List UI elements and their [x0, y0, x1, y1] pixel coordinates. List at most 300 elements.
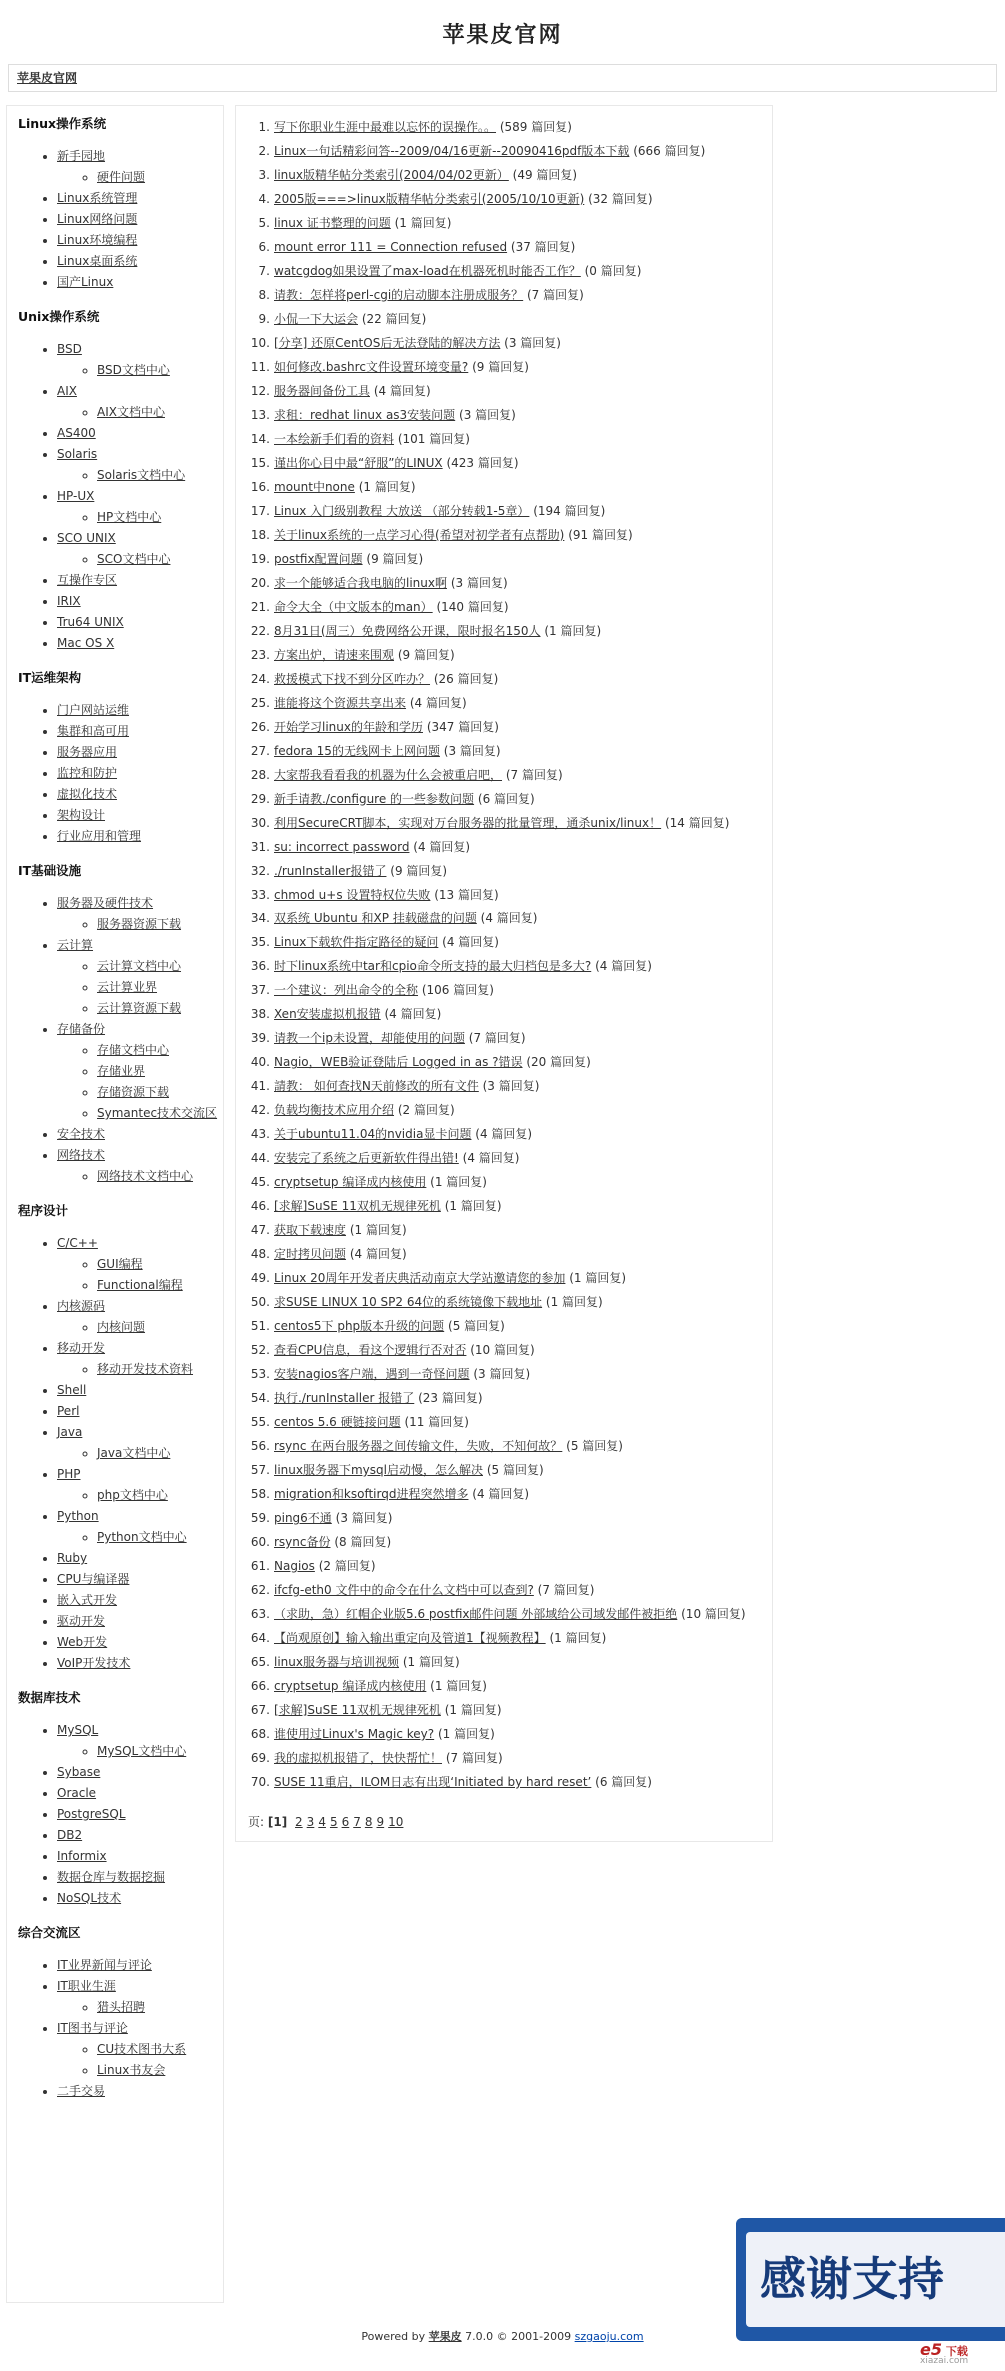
sidebar-item-link[interactable]: 监控和防护	[57, 766, 118, 780]
topic-title-link[interactable]: Nagio，WEB验证登陆后 Logged in as ?错误	[274, 1055, 523, 1070]
sidebar-item-link[interactable]: IT职业生涯	[57, 1979, 116, 1993]
topic-title-link[interactable]: 谁能将这个资源共享出来	[274, 695, 407, 710]
topic-title-link[interactable]: Xen安装虚拟机报错	[274, 1007, 381, 1022]
sidebar-item	[57, 486, 223, 528]
topic-number: 57.	[250, 1463, 270, 1478]
topic-title-link[interactable]: centos 5.6 硬链接问题	[274, 1415, 401, 1430]
topic-list	[236, 116, 772, 1795]
topic-row	[250, 1555, 772, 1579]
topic-title-link[interactable]: 负载均衡技术应用介绍	[274, 1103, 395, 1118]
topic-row	[250, 907, 772, 931]
topic-row	[250, 1579, 772, 1603]
sidebar-item	[57, 1124, 223, 1145]
topic-number: 61.	[250, 1559, 270, 1574]
sidebar-subitem-link[interactable]: MySQL文档中心	[97, 1744, 187, 1758]
footer-site-link[interactable]: szgaoju.com	[574, 2330, 644, 2343]
topic-title-link[interactable]: [求解]SuSE 11双机无规律死机	[274, 1199, 441, 1214]
topic-row	[250, 1027, 772, 1051]
sidebar-item-link[interactable]: CPU与编译器	[57, 1572, 130, 1586]
pagination	[248, 1813, 772, 1830]
sidebar-subitem	[97, 1040, 223, 1061]
topic-row	[250, 740, 772, 764]
topic-row	[250, 860, 772, 884]
topic-reply-count: (1 篇回复)	[444, 1199, 502, 1214]
sidebar-item-link[interactable]: AS400	[57, 426, 96, 440]
topic-title-link[interactable]: 一本绘新手们看的资料	[274, 431, 395, 446]
topic-number: 6.	[258, 239, 270, 254]
topic-reply-count: (4 篇回复)	[475, 1127, 533, 1142]
sidebar-section-list	[7, 893, 223, 1187]
topic-title-link[interactable]: 【尚观原创】输入输出重定向及管道1【视频教程】	[274, 1631, 546, 1646]
sidebar-item-link[interactable]: PHP	[57, 1467, 81, 1481]
sidebar-item-link[interactable]: 移动开发	[57, 1341, 106, 1355]
pagination-label: 页:	[248, 1814, 265, 1829]
topic-reply-count: (3 篇回复)	[504, 335, 561, 350]
banner-text: 感谢支持	[746, 2232, 1005, 2327]
topic-row	[250, 620, 772, 644]
topic-title-link[interactable]: linux服务器与培训视频	[274, 1655, 399, 1669]
topic-row	[250, 884, 772, 908]
topic-title-link[interactable]: 命令大全（中文版本的man）	[274, 599, 433, 614]
topic-number: 55.	[250, 1415, 270, 1430]
sidebar-item	[57, 591, 223, 612]
sidebar-subitem-link[interactable]: Functional编程	[97, 1278, 183, 1292]
topic-title-link[interactable]: ./runInstaller报错了	[274, 863, 387, 878]
topic-reply-count: (4 篇回复)	[480, 911, 538, 926]
watermark-logo: e5	[920, 2340, 942, 2359]
topic-number: 18.	[250, 527, 270, 542]
topic-reply-count: (3 篇回复)	[482, 1079, 540, 1094]
sidebar-subitem-link[interactable]: Python文档中心	[97, 1530, 187, 1544]
sidebar-subitem-link[interactable]: Linux书友会	[97, 2063, 166, 2077]
topic-reply-count: (5 篇回复)	[566, 1439, 623, 1454]
topic-number: 45.	[250, 1175, 270, 1190]
sidebar-item	[57, 763, 223, 784]
topic-title-link[interactable]: 请教：怎样将perl-cgi的启动脚本注册成服务？	[274, 287, 524, 302]
sidebar-subitem-link[interactable]: 猎头招聘	[97, 2000, 146, 2014]
topic-title-link[interactable]: 小侃一下大运会	[274, 311, 359, 326]
sidebar-item	[57, 1955, 223, 1976]
sidebar-subitem-link[interactable]: php文档中心	[97, 1488, 168, 1502]
topic-number: 36.	[250, 959, 270, 974]
sidebar-subitem	[97, 977, 223, 998]
topic-title-link[interactable]: 求SUSE LINUX 10 SP2 64位的系统镜像下载地址	[274, 1295, 543, 1310]
sidebar-item-link[interactable]: C/C++	[57, 1236, 98, 1250]
topic-reply-count: (4 篇回复)	[442, 935, 499, 950]
sidebar-item	[57, 1867, 223, 1888]
sidebar-item-link[interactable]: Web开发	[57, 1635, 108, 1649]
topic-number: 31.	[250, 839, 270, 854]
topic-row	[258, 260, 772, 284]
sidebar-item-link[interactable]: Perl	[57, 1404, 80, 1418]
topic-title-link[interactable]: rsync 在两台服务器之间传输文件，失败，不知何故？	[274, 1439, 563, 1454]
topic-title-link[interactable]: linux 证书整理的问题	[274, 215, 391, 230]
topic-reply-count: (1 篇回复)	[549, 1631, 607, 1646]
sidebar-subitem-link[interactable]: HP文档中心	[97, 510, 162, 524]
topic-title-link[interactable]: 谨出你心目中最“舒服”的LINUX	[274, 455, 443, 470]
topic-row	[250, 1291, 772, 1315]
topic-title-link[interactable]: 安装nagios客户端，遇到一奇怪问题	[274, 1367, 470, 1382]
sidebar-item-link[interactable]: 存储备份	[57, 1022, 106, 1036]
sidebar-item	[57, 1783, 223, 1804]
sidebar-subitem-link[interactable]: 内核问题	[97, 1320, 146, 1334]
topic-title-link[interactable]: fedora 15的无线网卡上网问题	[274, 743, 440, 758]
pagination-page-link[interactable]: 9	[376, 1814, 385, 1829]
topic-reply-count: (13 篇回复)	[434, 887, 499, 902]
topic-reply-count: (101 篇回复)	[397, 431, 470, 446]
sidebar-item-link[interactable]: IRIX	[57, 594, 81, 608]
sidebar-subitem-list	[57, 2039, 223, 2081]
topic-row	[250, 356, 772, 380]
topic-reply-count: (7 篇回复)	[526, 287, 584, 302]
sidebar-item-link[interactable]: Linux系统管理	[57, 191, 138, 205]
topic-reply-count: (4 篇回复)	[349, 1247, 407, 1262]
sidebar-subitem-link[interactable]: 网络技术文档中心	[97, 1169, 194, 1183]
sidebar-item-link[interactable]: 嵌入式开发	[57, 1593, 118, 1607]
pagination-page-link[interactable]: 10	[388, 1814, 404, 1829]
footer-prefix: Powered by	[361, 2330, 426, 2343]
pagination-page-link[interactable]: 5	[329, 1814, 338, 1829]
sidebar-item-link[interactable]: PostgreSQL	[57, 1807, 126, 1821]
topic-reply-count: (4 篇回复)	[373, 383, 431, 398]
topic-title-link[interactable]: 方案出炉，请速来围观	[274, 647, 395, 662]
sidebar-item-link[interactable]: 网络技术	[57, 1148, 106, 1162]
topic-number: 70.	[250, 1774, 270, 1789]
sidebar-item-link[interactable]: 行业应用和管理	[57, 829, 142, 843]
sidebar-item-link[interactable]: 国产Linux	[57, 275, 114, 289]
topic-reply-count: (9 篇回复)	[390, 863, 448, 878]
topic-number: 26.	[250, 719, 270, 734]
sidebar-item-link[interactable]: 二手交易	[57, 2084, 106, 2098]
footer-copyright: © 2001-2009	[496, 2330, 572, 2343]
sidebar-item	[57, 1233, 223, 1296]
topic-title-link[interactable]: 获取下载速度	[274, 1223, 347, 1238]
sidebar-item	[57, 1569, 223, 1590]
topic-row	[250, 1699, 772, 1723]
topic-title-link[interactable]: 利用SecureCRT脚本，实现对万台服务器的批量管理，通杀unix/linux！	[274, 815, 662, 830]
topic-title-link[interactable]: 一个建议：列出命令的全称	[274, 983, 419, 998]
topic-title-link[interactable]: Linux下载软件指定路径的疑问	[274, 935, 439, 950]
sidebar-item	[57, 209, 223, 230]
sidebar-section-list	[7, 1720, 223, 1909]
sidebar-item-link[interactable]: MySQL	[57, 1723, 99, 1737]
breadcrumb-home-link[interactable]: 苹果皮官网	[17, 71, 78, 85]
topic-title-link[interactable]: su: incorrect password	[274, 839, 410, 854]
pagination-page-link[interactable]: 8	[364, 1814, 373, 1829]
sidebar-item-link[interactable]: Linux网络问题	[57, 212, 138, 226]
topic-title-link[interactable]: 8月31日(周三）免费网络公开课，限时报名150人	[274, 623, 541, 638]
sidebar-subitem-link[interactable]: 云计算业界	[97, 980, 158, 994]
sidebar-item-link[interactable]: 互操作专区	[57, 573, 118, 587]
topic-title-link[interactable]: （求助，急）红帽企业版5.6 postfix邮件问题 外部域给公司域发邮件被拒绝	[274, 1607, 678, 1622]
sidebar-item-link[interactable]: AIX	[57, 384, 77, 398]
sidebar-subitem	[97, 1166, 223, 1187]
sidebar-subitem	[97, 2039, 223, 2060]
sidebar-subitem-link[interactable]: 硬件问题	[97, 170, 146, 184]
sidebar-item-link[interactable]: 安全技术	[57, 1127, 106, 1141]
topic-reply-count: (6 篇回复)	[595, 1774, 652, 1789]
sidebar-subitem-list	[57, 956, 223, 1019]
topic-title-link[interactable]: 救援模式下找不到分区咋办？	[274, 671, 431, 686]
topic-number: 42.	[250, 1103, 270, 1118]
topic-title-link[interactable]: 定时拷贝问题	[274, 1247, 347, 1262]
sidebar-item-link[interactable]: Informix	[57, 1849, 107, 1863]
thanks-banner[interactable]	[736, 2218, 1005, 2341]
sidebar-subitem-link[interactable]: 存储文档中心	[97, 1043, 170, 1057]
topic-title-link[interactable]: [分享] 还原CentOS后无法登陆的解决方法	[274, 335, 501, 350]
sidebar-item	[57, 612, 223, 633]
sidebar-subitem-link[interactable]: SCO文档中心	[97, 552, 171, 566]
topic-number: 40.	[250, 1055, 270, 1070]
topic-reply-count: (9 篇回复)	[397, 647, 455, 662]
sidebar-item-link[interactable]: Shell	[57, 1383, 87, 1397]
topic-title-link[interactable]: [求解]SuSE 11双机无规律死机	[274, 1702, 441, 1717]
topic-reply-count: (1 篇回复)	[444, 1702, 502, 1717]
sidebar-item-link[interactable]: Ruby	[57, 1551, 88, 1565]
sidebar-item	[57, 1720, 223, 1762]
pagination-page-link[interactable]: 4	[318, 1814, 326, 1829]
pagination-page-link[interactable]: 3	[306, 1814, 315, 1829]
topic-title-link[interactable]: 执行./runInstaller 报错了	[274, 1391, 415, 1406]
topic-reply-count: (2 篇回复)	[397, 1103, 455, 1118]
sidebar-item-link[interactable]: SCO UNIX	[57, 531, 116, 545]
topic-row	[258, 308, 772, 332]
topic-row	[250, 476, 772, 500]
topic-title-link[interactable]: 2005版===>linux版精华帖分类索引(2005/10/10更新)	[274, 191, 585, 206]
topic-number: 35.	[250, 935, 270, 950]
pagination-page-link[interactable]: 7	[353, 1814, 361, 1829]
topic-title-link[interactable]: 安装完了系统之后更新软件得出错!	[274, 1151, 459, 1166]
sidebar-item-link[interactable]: VoIP开发技术	[57, 1656, 131, 1670]
sidebar-item-link[interactable]: Oracle	[57, 1786, 97, 1800]
topic-reply-count: (7 篇回复)	[468, 1031, 526, 1046]
topic-title-link[interactable]: postfix配置问题	[274, 551, 363, 566]
topic-title-link[interactable]: 谁使用过Linux's Magic key?	[274, 1726, 435, 1741]
sidebar-subitem	[97, 1061, 223, 1082]
topic-row	[258, 188, 772, 212]
sidebar-item-link[interactable]: Python	[57, 1509, 99, 1523]
topic-reply-count: (1 篇回复)	[349, 1223, 407, 1238]
sidebar-subitem-link[interactable]: 云计算资源下载	[97, 1001, 182, 1015]
topic-reply-count: (7 篇回复)	[505, 767, 563, 782]
sidebar-subitem	[97, 167, 223, 188]
watermark-text: 下载	[945, 2345, 968, 2358]
sidebar-item-link[interactable]: Java	[57, 1425, 83, 1439]
topic-reply-count: (37 篇回复)	[510, 239, 576, 254]
sidebar-item-link[interactable]: IT业界新闻与评论	[57, 1958, 152, 1972]
topic-reply-count: (194 篇回复)	[533, 503, 606, 518]
sidebar-item	[57, 2081, 223, 2102]
sidebar-item-link[interactable]: Tru64 UNIX	[57, 615, 124, 629]
topic-title-link[interactable]: centos5下 php版本升级的问题	[274, 1319, 445, 1334]
topic-title-link[interactable]: 关于linux系统的一点学习心得(希望对初学者有点帮助)	[274, 527, 565, 542]
sidebar-section-title: 程序设计	[18, 1203, 69, 1218]
topic-title-link[interactable]: 查看CPU信息，看这个逻辑行否对否	[274, 1343, 467, 1358]
topic-reply-count: (4 篇回复)	[384, 1007, 442, 1022]
topic-number: 11.	[250, 359, 270, 374]
topic-title-link[interactable]: rsync备份	[274, 1535, 331, 1550]
topic-title-link[interactable]: mount中none	[274, 479, 355, 494]
sidebar-subitem-link[interactable]: 云计算文档中心	[97, 959, 182, 973]
sidebar-subitem-link[interactable]: 服务器资源下载	[97, 917, 182, 931]
sidebar-subitem-list	[57, 914, 223, 935]
topic-reply-count: (1 篇回复)	[545, 1295, 603, 1310]
sidebar-item-link[interactable]: 服务器及硬件技术	[57, 896, 154, 910]
topic-number: 59.	[250, 1511, 270, 1526]
sidebar-item	[57, 188, 223, 209]
sidebar-section-list	[7, 146, 223, 293]
topic-row	[250, 1003, 772, 1027]
topic-title-link[interactable]: 我的虚拟机报错了，快快帮忙！	[274, 1750, 443, 1765]
topic-number: 37.	[250, 983, 270, 998]
footer-version: 7.0.0	[465, 2330, 494, 2343]
topic-reply-count: (1 篇回复)	[437, 1726, 495, 1741]
sidebar-item-link[interactable]: Linux桌面系统	[57, 254, 138, 268]
topic-title-link[interactable]: ifcfg-eth0 文件中的命令在什么文档中可以查到?	[274, 1583, 534, 1598]
topic-number: 63.	[250, 1607, 270, 1622]
topic-title-link[interactable]: SUSE 11重启，ILOM日志有出现‘Initiated by hard reset’	[274, 1774, 592, 1789]
topic-number: 43.	[250, 1127, 270, 1142]
sidebar-subitem-list	[57, 360, 223, 381]
topic-title-link[interactable]: 如何修改.bashrc文件设置环境变量?	[274, 359, 469, 374]
topic-title-link[interactable]: mount error 111 = Connection refused	[274, 239, 508, 254]
topic-row	[250, 1723, 772, 1747]
sidebar-item	[57, 1804, 223, 1825]
topic-title-link[interactable]: 求一个能够适合我电脑的linux啊	[274, 575, 447, 590]
topic-title-link[interactable]: 双系统 Ubuntu 和XP 挂载磁盘的问题	[274, 911, 477, 926]
sidebar-item-link[interactable]: 数据仓库与数据挖掘	[57, 1870, 166, 1884]
topic-title-link[interactable]: 求租：redhat linux as3安装问题	[274, 407, 456, 422]
topic-title-link[interactable]: 写下你职业生涯中最难以忘怀的误操作。。	[274, 120, 497, 134]
pagination-current-page: [1]	[267, 1814, 288, 1829]
sidebar-subitem-link[interactable]: 存储业界	[97, 1064, 146, 1078]
topic-number: 33.	[250, 887, 270, 902]
topic-title-link[interactable]: watcgdog如果设置了max-load在机器死机时能否工作？	[274, 263, 581, 278]
topic-title-link[interactable]: Linux 20周年开发者庆典活动南京大学站邀请您的参加	[274, 1271, 566, 1286]
sidebar-item-link[interactable]: 新手园地	[57, 149, 106, 163]
topic-reply-count: (8 篇回复)	[334, 1535, 392, 1550]
sidebar-item-link[interactable]: 驱动开发	[57, 1614, 106, 1628]
topic-reply-count: (5 篇回复)	[448, 1319, 505, 1334]
sidebar-item	[57, 1401, 223, 1422]
topic-title-link[interactable]: migration和ksoftirqd进程突然增多	[274, 1487, 469, 1502]
sidebar-section-title: IT基础设施	[18, 863, 82, 878]
footer-brand-link[interactable]: 苹果皮	[428, 2330, 462, 2343]
sidebar-subitem	[97, 914, 223, 935]
sidebar-item	[57, 1976, 223, 2018]
sidebar-item-link[interactable]: IT图书与评论	[57, 2021, 128, 2035]
sidebar-item-link[interactable]: DB2	[57, 1828, 83, 1842]
sidebar-subitem-link[interactable]: GUI编程	[97, 1257, 143, 1271]
topic-reply-count: (4 篇回复)	[409, 695, 467, 710]
topic-reply-count: (4 篇回复)	[472, 1487, 530, 1502]
topic-title-link[interactable]: chmod u+s 设置特权位失败	[274, 887, 431, 902]
sidebar-item-link[interactable]: 架构设计	[57, 808, 106, 822]
sidebar-item-link[interactable]: Solaris	[57, 447, 98, 461]
sidebar-item-link[interactable]: 内核源码	[57, 1299, 106, 1313]
topic-reply-count: (1 篇回复)	[358, 479, 416, 494]
sidebar-subitem-link[interactable]: 存储资源下载	[97, 1085, 170, 1099]
sidebar-item-link[interactable]: 虚拟化技术	[57, 787, 118, 801]
sidebar-item	[57, 570, 223, 591]
sidebar-section-title: 数据库技术	[18, 1690, 81, 1705]
sidebar-item-link[interactable]: HP-UX	[57, 489, 95, 503]
topic-title-link[interactable]: 关于ubuntu11.04的nvidia显卡问题	[274, 1127, 472, 1142]
sidebar-item-link[interactable]: Sybase	[57, 1765, 101, 1779]
sidebar-item	[57, 1762, 223, 1783]
topic-row	[250, 692, 772, 716]
sidebar-subitem	[97, 1254, 223, 1275]
topic-title-link[interactable]: 时下linux系统中tar和cpio命令所支持的最大归档包是多大?	[274, 959, 592, 974]
sidebar-subitem-link[interactable]: CU技术图书大系	[97, 2042, 187, 2056]
sidebar-item-link[interactable]: Mac OS X	[57, 636, 115, 650]
topic-number: 4.	[258, 191, 270, 206]
sidebar-item-link[interactable]: 集群和高可用	[57, 724, 130, 738]
topic-number: 48.	[250, 1247, 270, 1262]
topic-title-link[interactable]: Nagios	[274, 1559, 315, 1574]
sidebar-subitem-link[interactable]: Solaris文档中心	[97, 468, 186, 482]
sidebar-item	[57, 1464, 223, 1506]
topic-row	[250, 979, 772, 1003]
sidebar-subitem-link[interactable]: Java文档中心	[97, 1446, 171, 1460]
sidebar-item-link[interactable]: NoSQL技术	[57, 1891, 122, 1905]
sidebar-item	[57, 721, 223, 742]
sidebar-subitem	[97, 465, 223, 486]
topic-row	[250, 1315, 772, 1339]
topic-title-link[interactable]: cryptsetup 编译成内核使用	[274, 1175, 427, 1190]
topic-title-link[interactable]: linux服务器下mysql启动慢，怎么解决	[274, 1463, 483, 1478]
sidebar-subitem-link[interactable]: BSD文档中心	[97, 363, 170, 377]
topic-title-link[interactable]: 請教： 如何查找N天前修改的所有文件	[274, 1079, 479, 1094]
sidebar-item-link[interactable]: BSD	[57, 342, 82, 356]
topic-title-link[interactable]: ping6不通	[274, 1511, 332, 1526]
topic-number: 56.	[250, 1439, 270, 1454]
topic-title-link[interactable]: 开始学习linux的年龄和学历	[274, 719, 423, 734]
topic-title-link[interactable]: Linux一句话精彩问答--2009/04/16更新--20090416pdf版本下载	[274, 143, 630, 158]
topic-reply-count: (10 篇回复)	[681, 1607, 746, 1622]
sidebar-subitem-link[interactable]: Symantec技术交流区	[97, 1106, 218, 1120]
topic-title-link[interactable]: 大家帮我看看我的机器为什么会被重启吧，	[274, 767, 503, 782]
sidebar-item-link[interactable]: 云计算	[57, 938, 94, 952]
sidebar-item	[57, 1019, 223, 1124]
sidebar-subitem-link[interactable]: 移动开发技术资料	[97, 1362, 194, 1376]
topic-title-link[interactable]: linux版精华帖分类索引(2004/04/02更新）	[274, 167, 509, 182]
topic-reply-count: (7 篇回复)	[537, 1583, 595, 1598]
sidebar-item-link[interactable]: Linux环境编程	[57, 233, 138, 247]
topic-title-link[interactable]: 服务器间备份工具	[274, 383, 371, 398]
topic-title-link[interactable]: 请教一个ip未设置，却能使用的问题	[274, 1031, 465, 1046]
topic-reply-count: (106 篇回复)	[421, 983, 494, 998]
sidebar-item-link[interactable]: 服务器应用	[57, 745, 118, 759]
sidebar-subitem	[97, 402, 223, 423]
sidebar-item	[57, 423, 223, 444]
pagination-page-link[interactable]: 2	[295, 1814, 303, 1829]
topic-title-link[interactable]: 新手请教./configure 的一些参数问题	[274, 791, 475, 806]
topic-row	[250, 1123, 772, 1147]
pagination-page-link[interactable]: 6	[341, 1814, 350, 1829]
topic-number: 68.	[250, 1726, 270, 1741]
topic-row	[250, 572, 772, 596]
topic-title-link[interactable]: Linux 入门级别教程 大放送 （部分转载1-5章）	[274, 503, 530, 518]
sidebar-item	[57, 1590, 223, 1611]
topic-row	[250, 644, 772, 668]
sidebar-subitem-link[interactable]: AIX文档中心	[97, 405, 165, 419]
sidebar-item	[57, 1145, 223, 1187]
sidebar-item-link[interactable]: 门户网站运维	[57, 703, 130, 717]
topic-reply-count: (1 篇回复)	[544, 623, 602, 638]
sidebar-subitem	[97, 1082, 223, 1103]
topic-title-link[interactable]: cryptsetup 编译成内核使用	[274, 1678, 427, 1693]
